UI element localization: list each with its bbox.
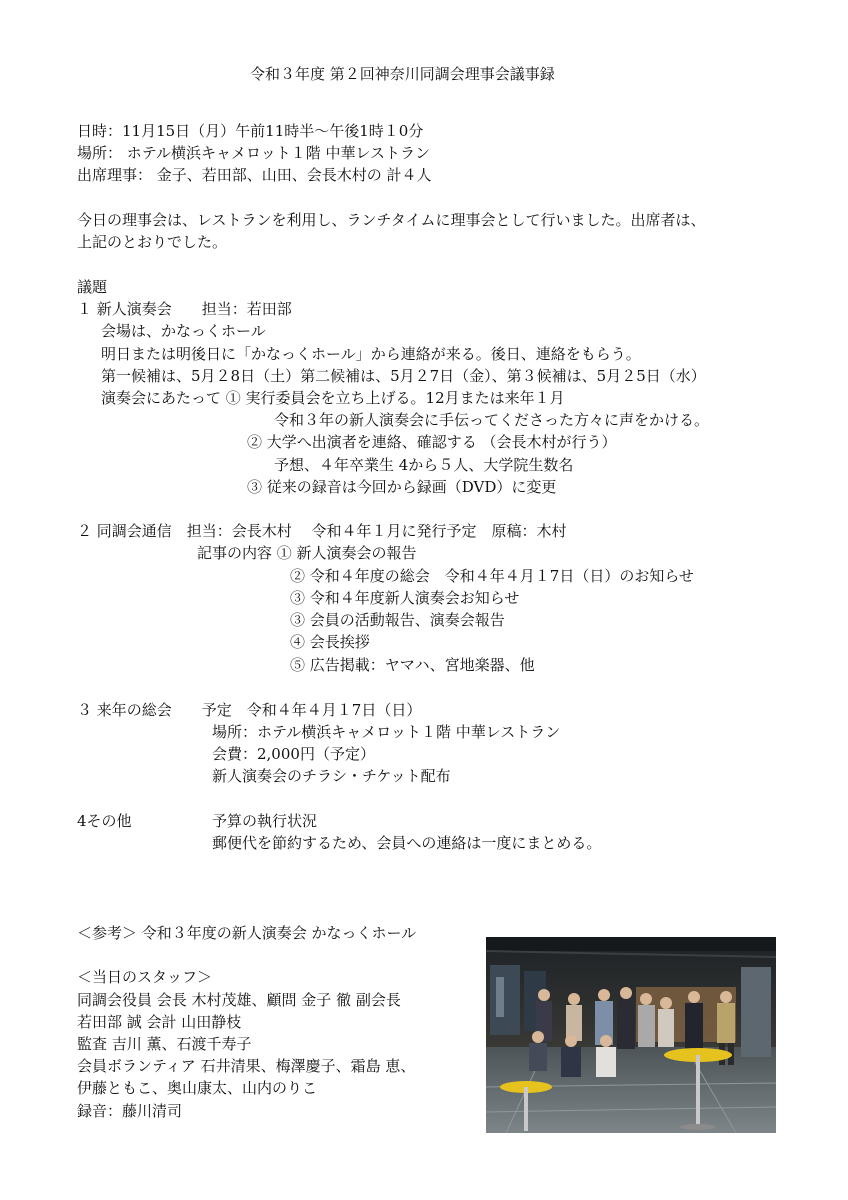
item1-candidates: 第一候補は、5月２8日（土）第二候補は、5月２7日（金）、第３候補は、5月２5日（水） [101, 367, 706, 385]
page-title: 令和３年度 第２回神奈川同調会理事会議事録 [250, 65, 555, 83]
item3-heading: ３ 来年の総会 予定 令和４年４月１7日（日） [77, 701, 422, 719]
item3-fee: 会費：2,000円（予定） [212, 745, 375, 763]
meeting-attendees: 出席理事： 金子、若田部、山田、会長木村の 計４人 [77, 166, 432, 184]
item3-place: 場所：ホテル横浜キャメロット１階 中華レストラン [212, 723, 561, 741]
staff-line-5: 伊藤ともこ、奥山康太、山内のりこ [77, 1079, 318, 1097]
item1-plan-1b: 令和３年の新人演奏会に手伝ってくださった方々に声をかける。 [274, 411, 710, 429]
item1-plan-1: 演奏会にあたって ① 実行委員会を立ち上げる。12月または来年１月 [101, 389, 565, 407]
item2-content-2: ② 令和４年度の総会 令和４年４月１7日（日）のお知らせ [290, 567, 694, 585]
agenda-heading: 議題 [77, 278, 108, 296]
intro-line-1: 今日の理事会は、レストランを利用し、ランチタイムに理事会として行いました。出席者は、 [77, 211, 706, 229]
staff-line-3: 監査 吉川 薫、石渡千寿子 [77, 1035, 252, 1053]
staff-line-2: 若田部 誠 会計 山田静枝 [77, 1013, 242, 1031]
staff-line-4: 会員ボランティア 石井清果、梅澤慶子、霜島 恵、 [77, 1057, 416, 1075]
group-photo [486, 937, 776, 1133]
item2-content-4: ③ 会員の活動報告、演奏会報告 [290, 611, 505, 629]
item3-flyer: 新人演奏会のチラシ・チケット配布 [212, 767, 451, 785]
staff-line-6: 録音：藤川清司 [77, 1102, 183, 1120]
item2-content-6: ⑤ 広告掲載：ヤマハ、宮地楽器、他 [290, 656, 535, 674]
item2-heading: ２ 同調会通信 担当：会長木村 令和４年１月に発行予定 原稿：木村 [77, 522, 567, 540]
meeting-place: 場所： ホテル横浜キャメロット１階 中華レストラン [77, 144, 431, 162]
item1-plan-2b: 予想、４年卒業生 4から５人、大学院生数名 [274, 456, 574, 474]
item1-contact: 明日または明後日に「かなっくホール」から連絡が来る。後日、連絡をもらう。 [101, 345, 641, 363]
group-photo-illustration [486, 937, 776, 1133]
item1-plan-3: ③ 従来の録音は今回から録画（DVD）に変更 [247, 478, 557, 496]
meeting-datetime: 日時：11月15日（月）午前11時半～午後1時１0分 [77, 122, 424, 140]
item1-heading: １ 新人演奏会 担当：若田部 [77, 300, 292, 318]
item1-venue: 会場は、かなっくホール [101, 322, 266, 340]
reference-heading: ＜参考＞ 令和３年度の新人演奏会 かなっくホール [77, 924, 417, 942]
staff-heading: ＜当日のスタッフ＞ [77, 968, 213, 986]
item4-heading: 4その他 [77, 812, 132, 830]
item1-plan-2: ② 大学へ出演者を連絡、確認する （会長木村が行う） [247, 433, 617, 451]
item2-content-5: ④ 会長挨拶 [290, 633, 370, 651]
item4-postage: 郵便代を節約するため、会員への連絡は一度にまとめる。 [212, 834, 602, 852]
item4-budget: 予算の執行状況 [212, 812, 318, 830]
intro-line-2: 上記のとおりでした。 [77, 233, 228, 251]
item2-content-3: ③ 令和４年度新人演奏会お知らせ [290, 589, 520, 607]
staff-line-1: 同調会役員 会長 木村茂雄、顧問 金子 徹 副会長 [77, 991, 401, 1009]
item2-content-1: 記事の内容 ① 新人演奏会の報告 [197, 544, 417, 562]
